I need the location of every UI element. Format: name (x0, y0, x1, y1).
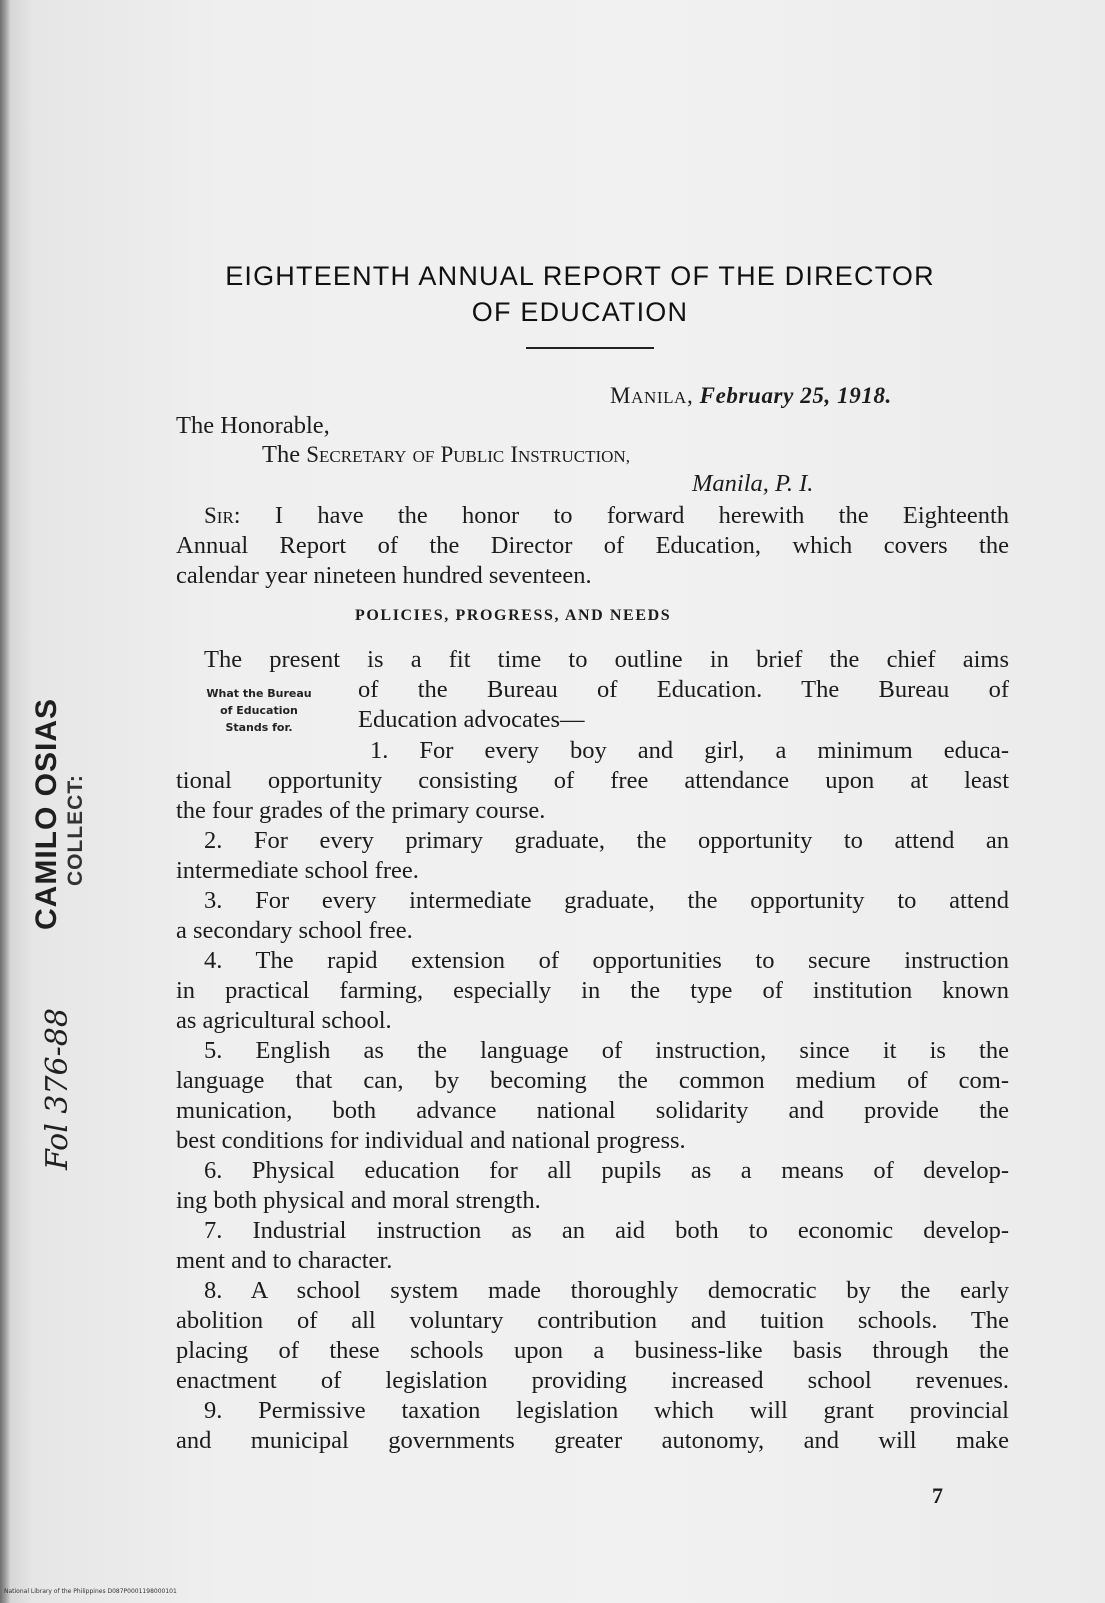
collection-stamp (30, 630, 90, 930)
body-line: intermediate school free. (176, 857, 419, 884)
margin-sidenote (176, 685, 342, 736)
page-number: 7 (932, 1483, 943, 1508)
body-line: 9. Permissive taxation legislation which will grant provincial (204, 1397, 1009, 1424)
address-word-rest: NSTRUCTION, (518, 447, 630, 466)
section-heading: POLICIES, PROGRESS, AND NEEDS (355, 607, 672, 624)
scan-credit: National Library of the Philippines D087P0001198000101 (4, 1588, 177, 1595)
dateline-place-cap: M (610, 383, 632, 408)
body-line: enactment of legislation providing increased school revenues. (176, 1367, 1009, 1394)
address-line-2 (262, 440, 630, 472)
body-line: in practical farming, especially in the type of institution known (176, 977, 1009, 1004)
body-line: 3. For every intermediate graduate, the opportunity to attend (204, 887, 1009, 914)
sidenote-line: What the Bureau (206, 687, 312, 700)
body-line: The present is a fit time to outline in brief the chief aims (204, 646, 1009, 673)
body-line: Education advocates— (358, 706, 585, 733)
body-line: tional opportunity consisting of free attendance upon at least (176, 767, 1009, 794)
report-title (150, 258, 1010, 330)
letter-line-2: Annual Report of the Director of Education, which covers the (176, 532, 1009, 559)
address-line-1: The Honorable, (176, 412, 330, 439)
report-title-line-1: EIGHTEENTH ANNUAL REPORT OF THE DIRECTOR (225, 261, 935, 291)
dateline-date: February 25, 1918. (699, 383, 892, 408)
letter-line-1 (204, 501, 1009, 533)
dateline: MANILA, February 25, 1918. (610, 383, 892, 408)
address-word-cap: S (306, 442, 320, 467)
sir-cap: S (204, 503, 217, 528)
body-line: as agricultural school. (176, 1007, 392, 1034)
body-line: best conditions for individual and national progress. (176, 1127, 686, 1154)
report-title-line-2: OF EDUCATION (471, 297, 689, 327)
address-word-rest: OF (412, 447, 435, 466)
body-line: language that can, by becoming the common medium of com- (176, 1067, 1009, 1094)
dateline-place-rest: ANILA (631, 388, 687, 407)
body-line: 6. Physical education for all pupils as a means of develop- (204, 1157, 1009, 1184)
body-line: 7. Industrial instruction as an aid both to economic develop- (204, 1217, 1009, 1244)
body-line: ment and to character. (176, 1247, 393, 1274)
address-word-cap: I (510, 442, 519, 467)
body-line: 8. A school system made thoroughly democratic by the early (204, 1277, 1009, 1304)
address-word-rest: ECRETARY (319, 447, 407, 466)
page-binding-edge (0, 0, 10, 1603)
address-line-3: Manila, P. I. (692, 470, 814, 497)
body-line: 5. English as the language of instruction, since it is the (204, 1037, 1009, 1064)
stamp-line-1: CAMILO OSIAS (30, 697, 63, 930)
body-line: a secondary school free. (176, 917, 413, 944)
body-line: abolition of all voluntary contribution and tuition schools. The (176, 1307, 1009, 1334)
sidenote-line: of Education (220, 704, 298, 717)
address-word-cap: P (440, 442, 454, 467)
body-line: 1. For every boy and girl, a minimum educa- (370, 737, 1009, 764)
stamp-line-2: COLLECT: (64, 774, 87, 886)
letter-line-3: calendar year nineteen hundred seventeen. (176, 562, 592, 589)
body-line: of the Bureau of Education. The Bureau of (358, 676, 1009, 703)
sidenote-line: Stands for. (225, 721, 293, 734)
address-prefix: The (262, 441, 307, 468)
sir-rest: IR (216, 508, 234, 527)
body-line: 2. For every primary graduate, the opportunity to attend an (204, 827, 1009, 854)
letter-line-1-text: : I have the honor to forward herewith the Eighteenth (233, 502, 1009, 529)
handwritten-folio-note: Fol 376-88 (40, 1008, 75, 1170)
body-line: placing of these schools upon a business-like basis through the (176, 1337, 1009, 1364)
body-line: munication, both advance national solidarity and provide the (176, 1097, 1009, 1124)
body-line: 4. The rapid extension of opportunities to secure instruction (204, 947, 1009, 974)
title-divider (526, 347, 654, 349)
body-line: and municipal governments greater autonomy, and will make (176, 1427, 1009, 1454)
body-line: ing both physical and moral strength. (176, 1187, 541, 1214)
body-line: the four grades of the primary course. (176, 797, 546, 824)
address-word-rest: UBLIC (453, 447, 505, 466)
